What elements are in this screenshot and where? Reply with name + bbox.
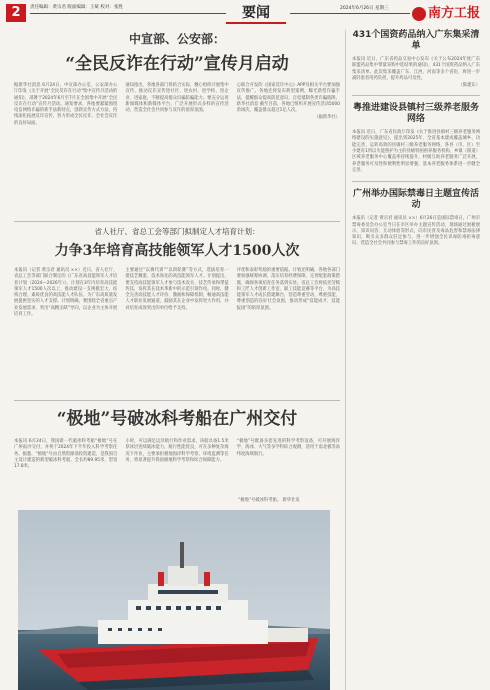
article-column-wrap [237,83,340,127]
article-column: 据新华社消息 6月24日，中宣部办公室、公安部办公厅印发《关于开展“全民反诈在行动”集中宣传月活动的通知》，部署于2024年6月至7月在全国集中开展“全民反诈在行动”宣传月活动。通知要求，各地要紧紧围绕电信网络诈骗的新手法新特点，创新宣传方式方法，持续深化拓展反诈宣传，努力形成全民反诈、全社会反诈的良好局面。 [14,83,118,126]
sidebar-body: 本报讯（记者 黄宗君 通讯员 ××）6月26日是国际禁毒日，广州市禁毒委员会办公室当日在市区举办主题宣传活动，现场通过展板展示、知识问答、互动体验等形式，向市民普及毒品危害和禁毒法律知识，吸引众多群众驻足参与，进一步增强全民识毒防毒拒毒意识，营造全社会共同参与禁毒工作的良好氛围。 [352,216,480,247]
column-divider [345,30,346,690]
article-headline: 力争3年培育高技能领军人才1500人次 [54,243,300,259]
sidebar-body: 本报讯 近日，广东省药品交易中心发布《关于公布2024年度广东联盟药品集中带量采购中选结果的通知》，431个国资药品纳入广东集采清单。此次集采覆盖广东、江西、河南等多个省份，将进一步减轻患者用药负担，提升药品可及性。 [352,57,480,81]
header-rule-right [290,13,410,14]
article-column: 评优和表彰奖励的重要依据。计划还明确，各地各部门要加强统筹协调，落实培育经费保障，完善配套政策措施，确保各项培育任务落到实处。省总工会将依托劳模和工匠人才创新工作室、职工技能竞赛等平台，为高技能领军人才成长搭建舞台，营造尊重劳动、尊重技能、尊重创造的良好社会氛围，推动形成“技能成才、技能报国”的浓厚氛围。 [236,268,340,311]
issue-date: 2024年6月26日 星期三 [340,6,389,11]
article-anti-fraud [14,30,340,127]
newspaper-logo [412,2,486,22]
article-headline: “全民反诈在行动”宣传月启动 [65,54,289,74]
article-column: 小时，可以满足远洋航行和作业需求。该船具备1.5米厚冰层连续破冰能力，航行性能优良，可在多种复杂海况下作业，主要承担极地海洋科学考察、环境监测等任务，将显著提升我国极地科学考察和综合保障能力。 [125,439,229,463]
page-number: 2 [6,4,26,22]
logo-text: 南方工报 [428,6,481,21]
ship-illustration [18,510,330,690]
sidebar-author: （陈建东） [458,83,480,89]
article-talent-plan [14,226,340,318]
article-column: 通知指出，各地各部门将结合实际，精心组织开展集中宣传，推动反诈宣传进社区、进农村、进学校、进企业、进家庭，不断提高群众识骗防骗能力。要充分运用新闻媒体和新媒体平台，广泛开展形式多样的宣传活动，营造全社会共同参与反诈的浓厚氛围。 [125,83,229,114]
article-column: 本报讯 6月24日，我国新一代破冰科考船“极地”号在广州南沙交付，并将于2024年下半年投入科学考察任务。据悉，“极地”号由自然资源部投资建造，是我国自主设计建造的新型破冰科考船，全长约89.95米，型宽17.8米。 [14,439,118,470]
article-separator [14,400,340,401]
article-subhead: 省人社厅、省总工会等部门拟制定人才培育计划： [94,227,260,236]
article-column: 主要通过“以赛代训”“以训促赛”等方式，选拔培育一批技艺精湛、技术领先的高技能领军人才。计划提出，要支持高技能领军人才参与技术攻关、技艺传承和带徒传技，发挥其在技术革新中的示范引领作用。同时，健全完善高技能人才评价、激励和保障机制，畅通高技能人才职业发展通道，鼓励其在企业中发挥更大作用，并对培育成效突出的单位给予支持。 [125,268,229,311]
sidebar-separator [352,95,480,96]
section-title: 要闻 [226,2,286,24]
sidebar-body: 本报讯 近日，广东省民政厅印发《关于推进县镇村三级养老服务网络建设的实施意见》，提出到2025年，全省基本建成覆盖城乡、功能完善、运转高效的县镇村三级养老服务网络，各县（市、区）至少建有1所以失能照护为主的县级特困供养服务机构，乡镇（街道）区域养老服务中心覆盖率持续提升，村级互助养老服务广泛开展，养老服务可及性和便利性明显增强，基本养老服务体系进一步健全完善。 [352,130,480,173]
logo-mark-icon [412,7,426,21]
article-end-note: （据新华社） [314,115,340,121]
article-headline: “极地”号破冰科考船在广州交付 [56,409,298,429]
right-sidebar [352,30,480,248]
article-column: 本报讯（记者 黄宗君 通讯员 ××）近日，省人社厅、省总工会等部门联合制定的《广东省高技能领军人才培育计划（2024—2026年）》，计划在3年内培育高技能领军人才1500人次以上，推动建设一支规模宏大、结构合理、素质优良的高技能人才队伍，为广东高质量发展提供坚实的人才支撑。计划明确，要围绕全省重点产业发展需求，突出“高精尖缺”导向，以企业为主体开展培育工作。 [14,268,118,318]
sidebar-headline: 431个国资药品纳入广东集采清单 [352,30,480,51]
article-column: 心联合开发的《国家反诈中心》APP及相关平台要加强宣传推广。各地还将发布典型案例，曝光新型诈骗手法，提醒群众提高防范意识，自觉抵制各类诈骗陷阱。新华社消息 截至目前，各地已组织开展宣传活动5000余场次，覆盖群众超过1亿人次。 [236,83,340,114]
sidebar-separator [352,181,480,182]
article-column: “极地”号配备多套先进的科学考察设备，可开展海洋学、海冰、大气等多学科综合观测，适用于南北极等高纬度海域航行。 [236,439,340,457]
sidebar-headline: 广州举办国际禁毒日主题宣传活动 [352,189,479,211]
page-header [0,0,490,26]
photo-caption: “极地”号破冰科考船。 新华社发 [238,498,300,503]
article-separator [14,221,340,222]
editors-line: 责任编辑：黄宗君 版面编辑：王斌 校对：张胜 [30,5,123,10]
sidebar-headline: 粤推进建设县镇村三级养老服务网络 [352,103,479,125]
article-kicker: 中宣部、公安部： [128,32,225,46]
header-rule-left [30,13,226,14]
article-icebreaker [14,404,340,470]
icebreaker-ship-photo [18,510,330,690]
